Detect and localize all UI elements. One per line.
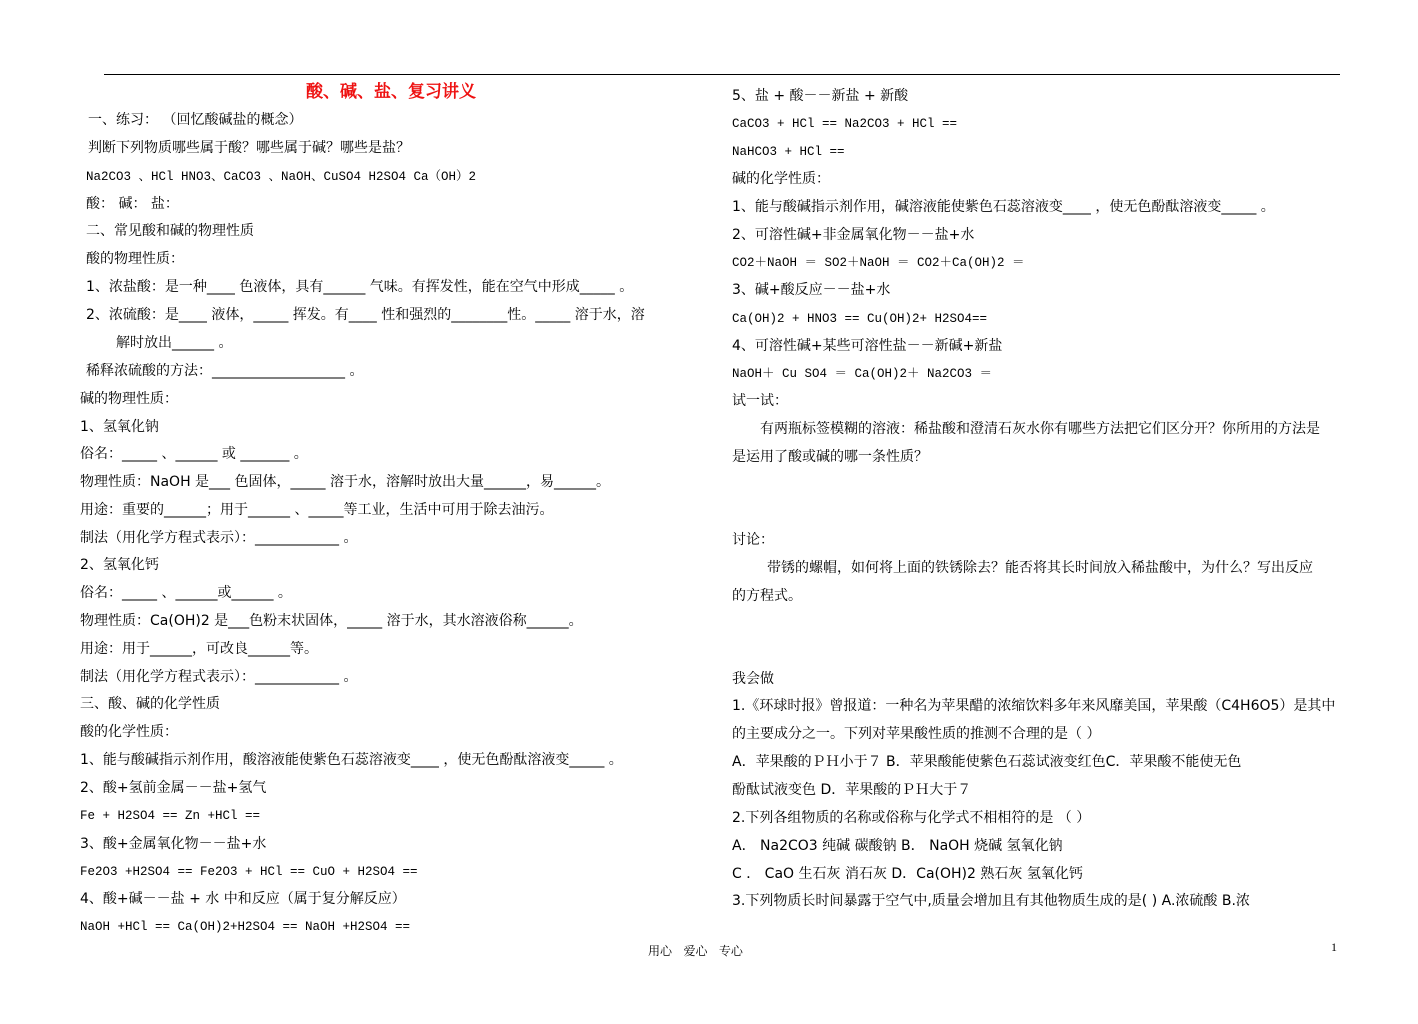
caoh-common-names: 俗名：_____ 、______或______ 。 xyxy=(80,585,292,601)
problem-3-stem: 3.下列物质长时间暴露于空气中,质量会增加且有其他物质生成的是( ) A.浓硫酸 B.浓 xyxy=(732,893,1250,909)
caoh-heading: 2、氢氧化钙 xyxy=(80,557,159,573)
acid-indicator: 1、能与酸碱指示剂作用，酸溶液能使紫色石蕊溶液变____ ，使无色酚酞溶液变_____ 。 xyxy=(80,752,623,768)
base-acid-rule: 3、碱+酸反应－－盐+水 xyxy=(732,282,891,298)
base-salt-rule: 4、可溶性碱+某些可溶性盐－－新碱+新盐 xyxy=(732,338,1003,354)
caoh-uses: 用途：用于______，可改良______等。 xyxy=(80,641,318,657)
footer-motto: 用心 爱心 专心 xyxy=(648,944,743,958)
acid-base-rule: 4、酸+碱－－盐 + 水 中和反应（属于复分解反应） xyxy=(80,891,406,907)
try-question-line-1: 有两瓶标签模糊的溶液：稀盐酸和澄清石灰水你有哪些方法把它们区分开？你所用的方法是 xyxy=(760,421,1320,437)
naoh-common-names: 俗名：_____ 、______ 或 _______ 。 xyxy=(80,446,308,462)
problem-2-options-cd: C ． CaO 生石灰 消石灰 D．Ca(OH)2 熟石灰 氢氧化钙 xyxy=(732,866,1083,882)
h2so4-properties-cont: 解时放出______ 。 xyxy=(116,335,233,351)
naoh-preparation: 制法（用化学方程式表示）：____________ 。 xyxy=(80,530,358,546)
acid-metal-equations: Fe + H2SO4 == Zn +HCl == xyxy=(80,809,261,823)
try-heading: 试一试： xyxy=(732,393,788,409)
base-acid-equations: Ca(OH)2 + HNO3 == Cu(OH)2+ H2SO4== xyxy=(732,312,988,326)
page-number: 1 xyxy=(1331,940,1337,954)
discuss-question-line-2: 的方程式。 xyxy=(732,588,802,604)
formula-list: Na2CO3 、HCl HNO3、CaCO3 、NaOH、CuSO4 H2SO4 Ca（OH）2 xyxy=(86,170,477,184)
naoh-physical: 物理性质：NaOH 是___ 色固体，_____ 溶于水，溶解时放出大量______，易______。 xyxy=(80,474,610,490)
salt-acid-equations-2: NaHCO3 + HCl == xyxy=(732,145,845,159)
section-1-heading: 一、练习： （回忆酸碱盐的概念） xyxy=(88,112,303,128)
base-oxide-rule: 2、可溶性碱+非金属氧化物－－盐+水 xyxy=(732,227,975,243)
acid-physical-heading: 酸的物理性质： xyxy=(86,251,184,267)
section-2-heading: 二、常见酸和碱的物理性质 xyxy=(86,223,254,239)
discuss-heading: 讨论： xyxy=(732,532,774,548)
hcl-properties: 1、浓盐酸：是一种____ 色液体，具有______ 气味。有挥发性，能在空气中形成_____ 。 xyxy=(86,279,634,295)
acid-chemical-heading: 酸的化学性质： xyxy=(80,724,178,740)
acid-metal-rule: 2、酸+氢前金属－－盐+氢气 xyxy=(80,780,267,796)
discuss-question-line-1: 带锈的螺帽，如何将上面的铁锈除去？能否将其长时间放入稀盐酸中，为什么？写出反应 xyxy=(767,560,1313,576)
caoh-physical: 物理性质：Ca(OH)2 是___色粉末状固体，_____ 溶于水，其水溶液俗称______。 xyxy=(80,613,583,629)
problem-1-options-2: 酚酞试液变色 D．苹果酸的ＰＨ大于７ xyxy=(732,782,972,798)
problem-1-line-1: 1.《环球时报》曾报道：一种名为苹果醋的浓缩饮料多年来风靡美国，苹果酸（C4H6O5）是其中 xyxy=(732,698,1336,714)
page-title: 酸、碱、盐、复习讲义 xyxy=(306,82,476,102)
problem-1-options-1: A．苹果酸的ＰＨ小于７ B．苹果酸能使紫色石蕊试液变红色C．苹果酸不能使无色 xyxy=(732,754,1242,770)
base-salt-equations: NaOH＋ Cu SO4 ＝ Ca(OH)2＋ Na2CO3 ＝ xyxy=(732,367,993,381)
base-indicator: 1、能与酸碱指示剂作用，碱溶液能使紫色石蕊溶液变____ ，使无色酚酞溶液变_____ 。 xyxy=(732,199,1275,215)
acid-oxide-rule: 3、酸+金属氧化物－－盐+水 xyxy=(80,836,267,852)
base-physical-heading: 碱的物理性质： xyxy=(80,391,178,407)
practice-heading: 我会做 xyxy=(732,671,774,687)
h2so4-properties: 2、浓硫酸：是____ 液体，_____ 挥发。有____ 性和强烈的________性。_____ 溶于水，溶 xyxy=(86,307,645,323)
naoh-heading: 1、氢氧化钠 xyxy=(80,419,159,435)
caoh-preparation: 制法（用化学方程式表示）：____________ 。 xyxy=(80,669,358,685)
problem-2-options-ab: A． Na2CO3 纯碱 碳酸钠 B． NaOH 烧碱 氢氧化钠 xyxy=(732,838,1063,854)
question-classify: 判断下列物质哪些属于酸？哪些属于碱？哪些是盐？ xyxy=(88,140,410,156)
naoh-uses: 用途：重要的______；用于______ 、_____等工业，生活中可用于除去油污。 xyxy=(80,502,554,518)
acid-oxide-equations: Fe2O3 +H2SO4 == Fe2O3 + HCl == CuO + H2SO4 == xyxy=(80,865,418,879)
header-rule xyxy=(104,74,1340,75)
category-labels: 酸： 碱： 盐： xyxy=(86,196,179,212)
problem-2-stem: 2.下列各组物质的名称或俗称与化学式不相相符的是 （ ） xyxy=(732,810,1091,826)
salt-acid-equations-1: CaCO3 + HCl == Na2CO3 + HCl == xyxy=(732,117,958,131)
acid-base-equations: NaOH +HCl == Ca(OH)2+H2SO4 == NaOH +H2SO4 == xyxy=(80,920,411,934)
base-oxide-equations: CO2＋NaOH ＝ SO2＋NaOH ＝ CO2＋Ca(OH)2 ＝ xyxy=(732,256,1025,270)
dilution-method: 稀释浓硫酸的方法：___________________ 。 xyxy=(86,363,364,379)
problem-1-line-2: 的主要成分之一。下列对苹果酸性质的推测不合理的是（ ） xyxy=(732,726,1101,742)
try-question-line-2: 是运用了酸或碱的哪一条性质？ xyxy=(732,449,928,465)
salt-acid-rule: 5、盐 + 酸－－新盐 + 新酸 xyxy=(732,88,909,104)
base-chemical-heading: 碱的化学性质： xyxy=(732,171,830,187)
section-3-heading: 三、酸、碱的化学性质 xyxy=(80,696,220,712)
